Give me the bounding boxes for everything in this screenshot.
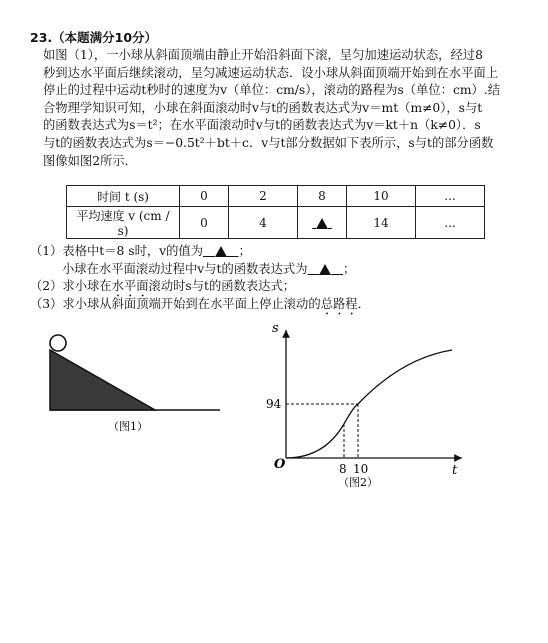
- table-cell: 14: [347, 207, 416, 239]
- table-header-time: 时间 t (s): [67, 186, 180, 207]
- table-cell: 4: [229, 207, 298, 239]
- y-tick-94: 94: [266, 397, 282, 411]
- intro-line: 停止的过程中运动t秒时的速度为v（单位：cm/s），滚动的路程为s（单位：cm）.结: [43, 83, 501, 98]
- x-tick-8: 8: [339, 462, 347, 476]
- intro-line: 的函数表达式为s＝t²；在水平面滚动时v与t的函数表达式为v＝kt＋n（k≠0）．s: [43, 118, 481, 133]
- table-cell: 10: [347, 186, 416, 207]
- y-axis-label: s: [272, 321, 279, 336]
- x-axis-label: t: [452, 463, 458, 478]
- figure1-incline: [40, 330, 230, 440]
- table-row: [67, 207, 485, 239]
- origin-label: O: [274, 457, 286, 472]
- question-intro: [43, 47, 513, 170]
- table-cell: ...: [416, 207, 485, 239]
- intro-line: 如图（1），一小球从斜面顶端由静止开始沿斜面下滚，呈匀加速运动状态，经过8: [43, 48, 483, 62]
- figure1-caption: （图1）: [108, 420, 148, 433]
- subquestion-1a: （1）表格中t＝8 s时，v的值为 ；: [30, 244, 251, 258]
- intro-line: 合物理学知识可知，小球在斜面滚动时v与t的函数表达式为v＝mt（m≠0），s与t: [43, 100, 483, 115]
- intro-line: 图像如图2所示．: [43, 153, 137, 168]
- s-t-curve: [286, 350, 452, 458]
- table-cell: 0: [180, 186, 229, 207]
- intro-line: 与t的函数表达式为s＝−0.5t²＋bt＋c．v与t部分数据如下表所示，s与t的部分函数: [43, 135, 494, 150]
- intro-line: 秒到达水平面后继续滚动，呈匀减速运动状态．设小球从斜面顶端开始到在水平面上: [43, 65, 498, 80]
- x-tick-10: 10: [353, 462, 369, 476]
- blank-triangle-icon: [316, 218, 328, 229]
- table-blank-cell: [298, 207, 347, 239]
- subquestion-3: （3）求小球从斜面顶端开始到在水平面上停止滚动的总路程．: [30, 297, 370, 311]
- table-cell: 2: [229, 186, 298, 207]
- data-table: [66, 185, 485, 239]
- subquestion-2: （2）求小球在水平面滚动时s与t的函数表达式；: [30, 279, 296, 293]
- question-title: 23.（本题满分10分）: [30, 30, 158, 45]
- table-cell: 8: [298, 186, 347, 207]
- table-cell: ...: [416, 186, 485, 207]
- table-row: [67, 186, 485, 207]
- blank-triangle-icon: [319, 264, 331, 275]
- blank-triangle-icon: [215, 246, 227, 257]
- subquestion-1b: 小球在水平面滚动过程中v与t的函数表达式为 ；: [62, 262, 356, 276]
- figure2-graph: [262, 318, 472, 490]
- table-cell: 0: [180, 207, 229, 239]
- table-header-velocity: 平均速度 v (cm / s): [67, 207, 180, 239]
- incline-triangle: [50, 350, 155, 410]
- figure2-caption: （图2）: [338, 476, 378, 489]
- ball-icon: [50, 335, 66, 351]
